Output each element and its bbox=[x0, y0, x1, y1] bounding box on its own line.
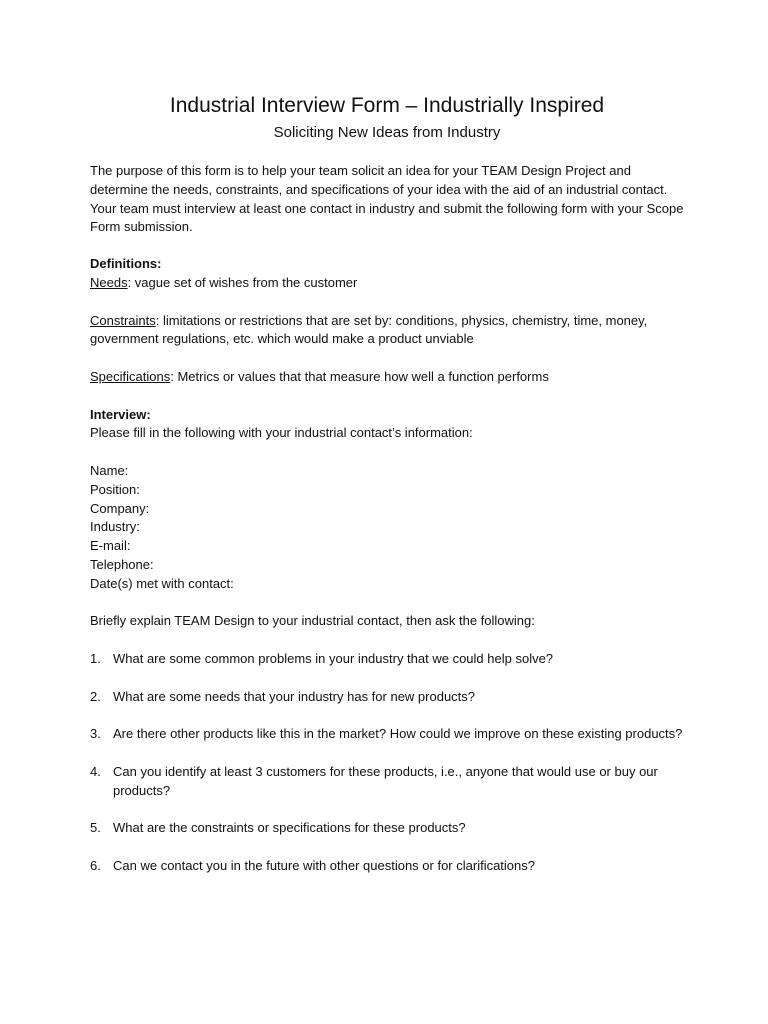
field-email: E-mail: bbox=[90, 538, 131, 554]
field-industry: Industry: bbox=[90, 519, 140, 535]
definition-specifications bbox=[90, 368, 690, 387]
definition-constraints bbox=[90, 312, 690, 350]
interview-heading: Interview: bbox=[90, 406, 151, 422]
needs-text: : vague set of wishes from the customer bbox=[127, 274, 358, 290]
question-text: Are there other products like this in the market? How could we improve on these existing products? bbox=[113, 726, 683, 742]
question-text: Can we contact you in the future with other questions or for clarifications? bbox=[113, 857, 535, 873]
intro-paragraph: The purpose of this form is to help your team solicit an idea for your TEAM Design Project and determine the needs, constraints, and specifications of your idea with the aid of an industrial contact. Your team must interview at least one contact in industry and submit the following form with your Scope Form submission. bbox=[90, 163, 684, 235]
specifications-term: Specifications bbox=[90, 368, 171, 384]
question-text: What are some needs that your industry has for new products? bbox=[113, 688, 476, 704]
constraints-text: : limitations or restrictions that are set by: conditions, physics, chemistry, time, money, government regulations, etc. which would make a product unviable bbox=[90, 312, 648, 347]
question-text: What are some common problems in your industry that we could help solve? bbox=[113, 650, 554, 666]
definitions-heading: Definitions: bbox=[90, 256, 162, 272]
question-text: Can you identify at least 3 customers for these products, i.e., anyone that would use or buy our products? bbox=[113, 763, 658, 798]
definition-needs bbox=[90, 274, 690, 293]
interview-instruction: Please fill in the following with your industrial contact’s information: bbox=[90, 425, 473, 441]
list-item bbox=[90, 763, 690, 801]
list-item bbox=[90, 819, 690, 838]
question-text: What are the constraints or specifications for these products? bbox=[113, 820, 466, 836]
field-position: Position: bbox=[90, 481, 140, 497]
field-dates-met: Date(s) met with contact: bbox=[90, 575, 234, 591]
interview-prompt: Briefly explain TEAM Design to your industrial contact, then ask the following: bbox=[90, 613, 535, 629]
question-number: 4. bbox=[90, 763, 101, 779]
document-title: Industrial Interview Form – Industrially Inspired bbox=[169, 94, 605, 117]
document-subtitle: Soliciting New Ideas from Industry bbox=[273, 124, 501, 141]
field-company: Company: bbox=[90, 500, 150, 516]
list-item bbox=[90, 725, 690, 744]
question-number: 2. bbox=[90, 688, 101, 704]
question-number: 3. bbox=[90, 726, 101, 742]
document-page bbox=[90, 92, 690, 894]
field-telephone: Telephone: bbox=[90, 556, 154, 572]
list-item bbox=[90, 688, 690, 707]
field-name: Name: bbox=[90, 462, 129, 478]
questions-list bbox=[90, 650, 690, 876]
constraints-term: Constraints bbox=[90, 312, 156, 328]
contact-fields bbox=[90, 462, 690, 594]
question-number: 5. bbox=[90, 820, 101, 836]
list-item bbox=[90, 650, 690, 669]
question-number: 6. bbox=[90, 857, 101, 873]
needs-term: Needs bbox=[90, 274, 128, 290]
question-number: 1. bbox=[90, 650, 101, 666]
list-item bbox=[90, 857, 690, 876]
specifications-text: : Metrics or values that that measure how well a function performs bbox=[170, 368, 549, 384]
